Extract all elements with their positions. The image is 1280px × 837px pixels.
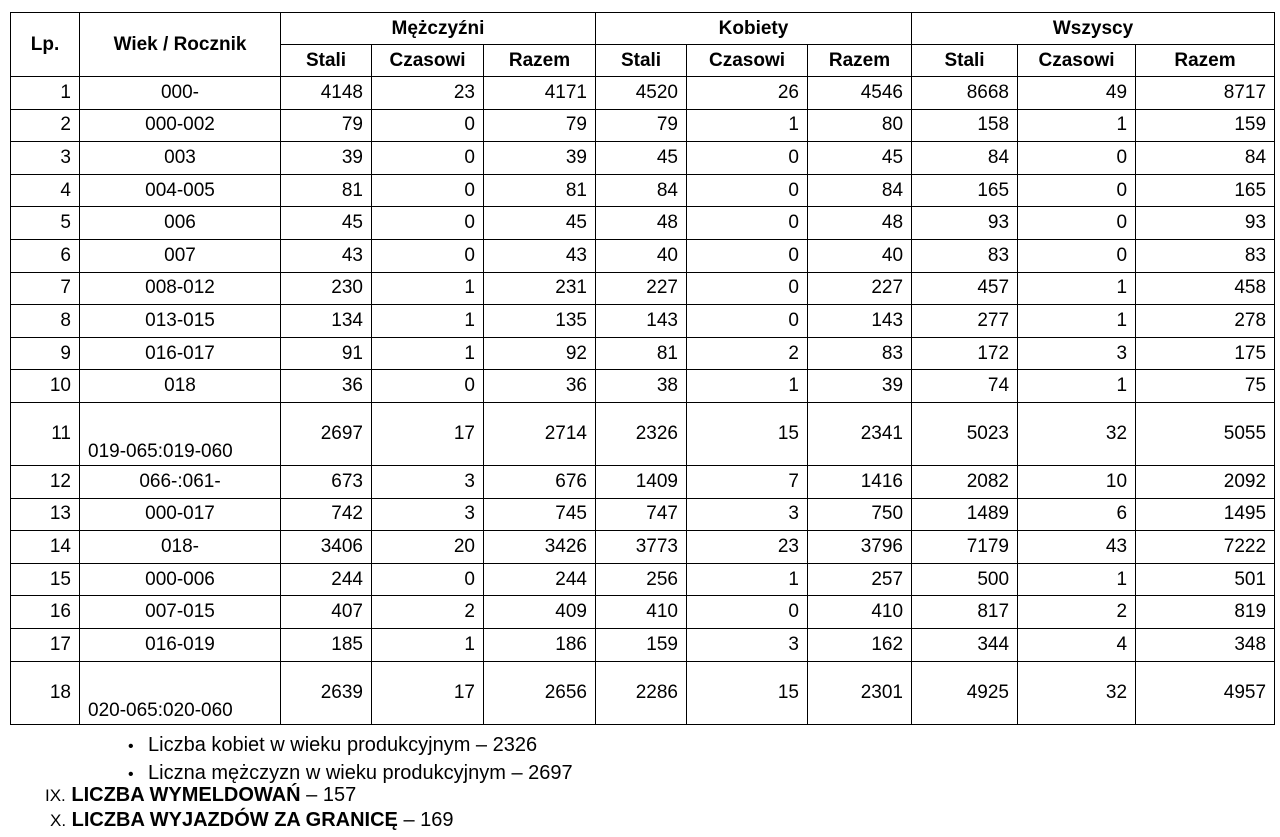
- cell-value: 79: [281, 109, 372, 142]
- cell-value: 2301: [808, 661, 912, 724]
- cell-value: 0: [1018, 239, 1136, 272]
- cell-value: 49: [1018, 77, 1136, 110]
- cell-value: 2: [372, 596, 484, 629]
- cell-value: 43: [281, 239, 372, 272]
- cell-value: 2082: [912, 465, 1018, 498]
- cell-value: 43: [1018, 531, 1136, 564]
- cell-value: 45: [808, 142, 912, 175]
- cell-lp: 8: [11, 305, 80, 338]
- cell-value: 38: [596, 370, 687, 403]
- table-row: [11, 272, 1275, 305]
- cell-value: 15: [687, 661, 808, 724]
- table-row: [11, 337, 1275, 370]
- header-lp: Lp.: [11, 13, 80, 77]
- cell-value: 23: [372, 77, 484, 110]
- cell-value: 1495: [1136, 498, 1275, 531]
- cell-value: 1409: [596, 465, 687, 498]
- cell-age: 003: [80, 142, 281, 175]
- cell-value: 457: [912, 272, 1018, 305]
- cell-value: 0: [1018, 174, 1136, 207]
- cell-age: 019-065:019-060: [80, 402, 281, 465]
- cell-age: 018-: [80, 531, 281, 564]
- cell-value: 48: [808, 207, 912, 240]
- cell-age: 008-012: [80, 272, 281, 305]
- cell-value: 0: [687, 596, 808, 629]
- table-row: [11, 239, 1275, 272]
- cell-value: 0: [687, 272, 808, 305]
- cell-value: 501: [1136, 563, 1275, 596]
- table-row: [11, 531, 1275, 564]
- cell-value: 15: [687, 402, 808, 465]
- cell-value: 256: [596, 563, 687, 596]
- header-group-women: Kobiety: [596, 13, 912, 45]
- cell-value: 48: [596, 207, 687, 240]
- cell-lp: 18: [11, 661, 80, 724]
- cell-value: 165: [1136, 174, 1275, 207]
- cell-value: 4520: [596, 77, 687, 110]
- cell-value: 1: [1018, 305, 1136, 338]
- cell-value: 8668: [912, 77, 1018, 110]
- cell-value: 134: [281, 305, 372, 338]
- cell-value: 4171: [484, 77, 596, 110]
- cell-value: 1489: [912, 498, 1018, 531]
- section-value: – 169: [403, 809, 454, 831]
- cell-value: 2639: [281, 661, 372, 724]
- cell-value: 158: [912, 109, 1018, 142]
- cell-lp: 14: [11, 531, 80, 564]
- cell-value: 1: [1018, 272, 1136, 305]
- section-ix: [45, 783, 356, 808]
- cell-value: 348: [1136, 628, 1275, 661]
- cell-value: 79: [596, 109, 687, 142]
- cell-value: 742: [281, 498, 372, 531]
- cell-value: 84: [1136, 142, 1275, 175]
- header-sub-stali: Stali: [912, 45, 1018, 77]
- cell-value: 17: [372, 402, 484, 465]
- table-row: [11, 465, 1275, 498]
- cell-age: 000-: [80, 77, 281, 110]
- cell-lp: 2: [11, 109, 80, 142]
- cell-lp: 9: [11, 337, 80, 370]
- table-row: [11, 402, 1275, 465]
- cell-value: 344: [912, 628, 1018, 661]
- cell-value: 676: [484, 465, 596, 498]
- table-row: [11, 628, 1275, 661]
- cell-value: 165: [912, 174, 1018, 207]
- cell-value: 4957: [1136, 661, 1275, 724]
- cell-value: 230: [281, 272, 372, 305]
- cell-value: 0: [372, 563, 484, 596]
- cell-value: 0: [687, 207, 808, 240]
- cell-value: 3426: [484, 531, 596, 564]
- header-sub-czasowi: Czasowi: [687, 45, 808, 77]
- header-sub-razem: Razem: [808, 45, 912, 77]
- cell-age: 000-006: [80, 563, 281, 596]
- cell-value: 1: [687, 370, 808, 403]
- cell-age: 066-:061-: [80, 465, 281, 498]
- cell-value: 40: [808, 239, 912, 272]
- table-row: [11, 77, 1275, 110]
- cell-value: 39: [808, 370, 912, 403]
- cell-value: 0: [372, 109, 484, 142]
- table-row: [11, 109, 1275, 142]
- cell-value: 4925: [912, 661, 1018, 724]
- cell-value: 227: [596, 272, 687, 305]
- cell-value: 2: [1018, 596, 1136, 629]
- cell-lp: 13: [11, 498, 80, 531]
- cell-value: 244: [281, 563, 372, 596]
- cell-lp: 5: [11, 207, 80, 240]
- cell-value: 5055: [1136, 402, 1275, 465]
- cell-age: 020-065:020-060: [80, 661, 281, 724]
- cell-value: 2092: [1136, 465, 1275, 498]
- cell-value: 1: [372, 337, 484, 370]
- cell-age: 018: [80, 370, 281, 403]
- cell-value: 84: [808, 174, 912, 207]
- cell-value: 159: [596, 628, 687, 661]
- cell-value: 1: [687, 109, 808, 142]
- cell-value: 83: [912, 239, 1018, 272]
- cell-value: 278: [1136, 305, 1275, 338]
- cell-lp: 7: [11, 272, 80, 305]
- cell-value: 4148: [281, 77, 372, 110]
- cell-value: 20: [372, 531, 484, 564]
- section-numeral: X.: [50, 811, 67, 830]
- cell-age: 013-015: [80, 305, 281, 338]
- cell-value: 3773: [596, 531, 687, 564]
- header-sub-czasowi: Czasowi: [372, 45, 484, 77]
- cell-value: 45: [596, 142, 687, 175]
- cell-value: 227: [808, 272, 912, 305]
- cell-value: 244: [484, 563, 596, 596]
- cell-value: 175: [1136, 337, 1275, 370]
- cell-value: 92: [484, 337, 596, 370]
- cell-lp: 17: [11, 628, 80, 661]
- cell-value: 93: [1136, 207, 1275, 240]
- cell-value: 1: [372, 305, 484, 338]
- cell-value: 81: [596, 337, 687, 370]
- cell-value: 143: [596, 305, 687, 338]
- table-row: [11, 142, 1275, 175]
- cell-value: 3: [687, 628, 808, 661]
- cell-value: 81: [281, 174, 372, 207]
- cell-value: 673: [281, 465, 372, 498]
- cell-age: 016-017: [80, 337, 281, 370]
- cell-value: 143: [808, 305, 912, 338]
- cell-value: 1: [1018, 109, 1136, 142]
- cell-value: 2714: [484, 402, 596, 465]
- header-sub-razem: Razem: [1136, 45, 1275, 77]
- cell-value: 3796: [808, 531, 912, 564]
- cell-value: 2286: [596, 661, 687, 724]
- cell-value: 83: [808, 337, 912, 370]
- section-numeral: IX.: [45, 786, 66, 805]
- cell-value: 2697: [281, 402, 372, 465]
- cell-value: 231: [484, 272, 596, 305]
- cell-value: 36: [484, 370, 596, 403]
- cell-value: 23: [687, 531, 808, 564]
- cell-age: 006: [80, 207, 281, 240]
- cell-value: 2341: [808, 402, 912, 465]
- cell-value: 3: [687, 498, 808, 531]
- cell-value: 747: [596, 498, 687, 531]
- cell-value: 75: [1136, 370, 1275, 403]
- cell-age: 000-017: [80, 498, 281, 531]
- cell-value: 0: [1018, 142, 1136, 175]
- cell-value: 0: [372, 174, 484, 207]
- cell-value: 4: [1018, 628, 1136, 661]
- header-age: Wiek / Rocznik: [80, 13, 281, 77]
- section-title: LICZBA WYMELDOWAŃ: [71, 784, 301, 806]
- table-row: [11, 174, 1275, 207]
- cell-value: 7179: [912, 531, 1018, 564]
- cell-lp: 10: [11, 370, 80, 403]
- cell-value: 7222: [1136, 531, 1275, 564]
- cell-value: 40: [596, 239, 687, 272]
- note-men-working-age: • Liczna mężczyzn w wieku produkcyjnym – 2697: [128, 760, 573, 788]
- cell-value: 0: [687, 239, 808, 272]
- cell-value: 458: [1136, 272, 1275, 305]
- cell-value: 0: [372, 239, 484, 272]
- section-value: – 157: [306, 784, 357, 806]
- cell-lp: 6: [11, 239, 80, 272]
- header-sub-czasowi: Czasowi: [1018, 45, 1136, 77]
- cell-value: 745: [484, 498, 596, 531]
- cell-value: 159: [1136, 109, 1275, 142]
- cell-value: 84: [912, 142, 1018, 175]
- table-row: [11, 661, 1275, 724]
- cell-value: 277: [912, 305, 1018, 338]
- cell-value: 39: [484, 142, 596, 175]
- cell-value: 3406: [281, 531, 372, 564]
- cell-value: 1: [372, 628, 484, 661]
- cell-value: 0: [372, 142, 484, 175]
- cell-value: 162: [808, 628, 912, 661]
- cell-lp: 11: [11, 402, 80, 465]
- cell-value: 0: [687, 305, 808, 338]
- cell-age: 016-019: [80, 628, 281, 661]
- cell-lp: 4: [11, 174, 80, 207]
- cell-value: 0: [687, 174, 808, 207]
- cell-value: 817: [912, 596, 1018, 629]
- header-sub-razem: Razem: [484, 45, 596, 77]
- cell-value: 0: [372, 207, 484, 240]
- cell-value: 10: [1018, 465, 1136, 498]
- section-title: LICZBA WYJAZDÓW ZA GRANICĘ: [71, 809, 398, 831]
- cell-value: 32: [1018, 402, 1136, 465]
- cell-value: 8717: [1136, 77, 1275, 110]
- cell-value: 2: [687, 337, 808, 370]
- cell-lp: 1: [11, 77, 80, 110]
- cell-value: 500: [912, 563, 1018, 596]
- cell-value: 185: [281, 628, 372, 661]
- cell-value: 84: [596, 174, 687, 207]
- cell-value: 45: [281, 207, 372, 240]
- cell-age: 007-015: [80, 596, 281, 629]
- cell-age: 007: [80, 239, 281, 272]
- table-row: [11, 596, 1275, 629]
- cell-value: 2326: [596, 402, 687, 465]
- cell-value: 410: [596, 596, 687, 629]
- cell-value: 1: [1018, 370, 1136, 403]
- cell-value: 410: [808, 596, 912, 629]
- cell-value: 1: [372, 272, 484, 305]
- table-body: [11, 77, 1275, 725]
- cell-value: 32: [1018, 661, 1136, 724]
- cell-value: 83: [1136, 239, 1275, 272]
- header-group-all: Wszyscy: [912, 13, 1275, 45]
- cell-value: 186: [484, 628, 596, 661]
- cell-value: 135: [484, 305, 596, 338]
- cell-value: 26: [687, 77, 808, 110]
- cell-value: 91: [281, 337, 372, 370]
- cell-lp: 15: [11, 563, 80, 596]
- cell-value: 172: [912, 337, 1018, 370]
- cell-lp: 12: [11, 465, 80, 498]
- cell-value: 0: [372, 370, 484, 403]
- cell-value: 3: [1018, 337, 1136, 370]
- cell-value: 819: [1136, 596, 1275, 629]
- header-group-men: Mężczyźni: [281, 13, 596, 45]
- cell-value: 81: [484, 174, 596, 207]
- cell-value: 0: [1018, 207, 1136, 240]
- header-sub-stali: Stali: [281, 45, 372, 77]
- cell-value: 1: [687, 563, 808, 596]
- cell-value: 79: [484, 109, 596, 142]
- cell-value: 257: [808, 563, 912, 596]
- header-sub-stali: Stali: [596, 45, 687, 77]
- cell-value: 2656: [484, 661, 596, 724]
- cell-value: 750: [808, 498, 912, 531]
- cell-value: 93: [912, 207, 1018, 240]
- cell-value: 45: [484, 207, 596, 240]
- cell-value: 43: [484, 239, 596, 272]
- cell-value: 4546: [808, 77, 912, 110]
- cell-value: 3: [372, 465, 484, 498]
- table-row: [11, 498, 1275, 531]
- cell-value: 5023: [912, 402, 1018, 465]
- table-row: [11, 305, 1275, 338]
- cell-value: 1416: [808, 465, 912, 498]
- cell-value: 36: [281, 370, 372, 403]
- cell-value: 74: [912, 370, 1018, 403]
- cell-value: 7: [687, 465, 808, 498]
- cell-value: 17: [372, 661, 484, 724]
- cell-value: 6: [1018, 498, 1136, 531]
- section-x: [50, 808, 454, 833]
- note-women-working-age: • Liczba kobiet w wieku produkcyjnym – 2326: [128, 732, 573, 760]
- cell-value: 0: [687, 142, 808, 175]
- cell-value: 3: [372, 498, 484, 531]
- cell-age: 004-005: [80, 174, 281, 207]
- cell-lp: 3: [11, 142, 80, 175]
- cell-value: 39: [281, 142, 372, 175]
- cell-value: 409: [484, 596, 596, 629]
- notes-list: [128, 732, 573, 788]
- table-row: [11, 563, 1275, 596]
- cell-lp: 16: [11, 596, 80, 629]
- table-row: [11, 207, 1275, 240]
- cell-value: 407: [281, 596, 372, 629]
- cell-value: 80: [808, 109, 912, 142]
- population-table: [10, 12, 1275, 725]
- table-row: [11, 370, 1275, 403]
- cell-value: 1: [1018, 563, 1136, 596]
- cell-age: 000-002: [80, 109, 281, 142]
